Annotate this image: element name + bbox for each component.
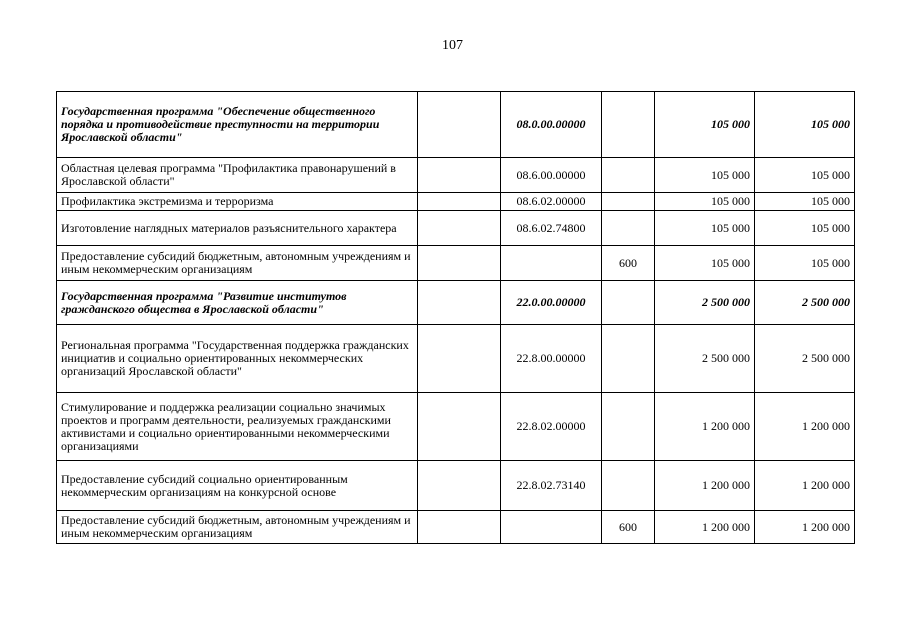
row-blank-cell — [418, 393, 501, 461]
row-expense-type-cell — [602, 92, 655, 158]
row-name-cell: Предоставление субсидий бюджетным, автономным учреждениям и иным некоммерческим организациям — [57, 246, 418, 281]
row-sum2-cell: 105 000 — [755, 158, 855, 193]
row-sum2-cell: 105 000 — [755, 211, 855, 246]
page-number: 107 — [442, 38, 463, 53]
table-row — [57, 92, 855, 158]
table-row — [57, 211, 855, 246]
row-sum2-cell: 105 000 — [755, 193, 855, 211]
row-expense-type-cell: 600 — [602, 511, 655, 544]
row-name-cell: Предоставление субсидий бюджетным, автономным учреждениям и иным некоммерческим организациям — [57, 511, 418, 544]
row-blank-cell — [418, 158, 501, 193]
row-blank-cell — [418, 211, 501, 246]
row-name-cell: Изготовление наглядных материалов разъяснительного характера — [57, 211, 418, 246]
row-expense-type-cell — [602, 158, 655, 193]
row-name-cell: Государственная программа "Развитие институтов гражданского общества в Ярославской области" — [57, 281, 418, 325]
row-sum1-cell: 1 200 000 — [655, 461, 755, 511]
table-row — [57, 511, 855, 544]
row-sum1-cell: 105 000 — [655, 211, 755, 246]
row-code-cell: 22.8.02.73140 — [501, 461, 602, 511]
row-blank-cell — [418, 193, 501, 211]
row-expense-type-cell — [602, 281, 655, 325]
row-code-cell — [501, 511, 602, 544]
row-sum1-cell: 105 000 — [655, 193, 755, 211]
row-sum2-cell: 1 200 000 — [755, 511, 855, 544]
row-sum1-cell: 1 200 000 — [655, 511, 755, 544]
budget-table-body — [57, 92, 855, 544]
row-expense-type-cell — [602, 461, 655, 511]
row-code-cell: 08.6.02.00000 — [501, 193, 602, 211]
row-blank-cell — [418, 511, 501, 544]
row-name-cell: Предоставление субсидий социально ориентированным некоммерческим организациям на конкурсной основе — [57, 461, 418, 511]
row-sum1-cell: 2 500 000 — [655, 325, 755, 393]
row-code-cell: 08.6.00.00000 — [501, 158, 602, 193]
row-expense-type-cell — [602, 393, 655, 461]
row-sum2-cell: 1 200 000 — [755, 461, 855, 511]
row-expense-type-cell — [602, 211, 655, 246]
table-row — [57, 246, 855, 281]
row-blank-cell — [418, 92, 501, 158]
row-sum2-cell: 2 500 000 — [755, 325, 855, 393]
row-sum1-cell: 105 000 — [655, 246, 755, 281]
row-blank-cell — [418, 461, 501, 511]
table-row — [57, 281, 855, 325]
row-expense-type-cell — [602, 193, 655, 211]
row-blank-cell — [418, 246, 501, 281]
row-code-cell: 22.0.00.00000 — [501, 281, 602, 325]
table-row — [57, 325, 855, 393]
row-sum2-cell: 2 500 000 — [755, 281, 855, 325]
row-sum1-cell: 105 000 — [655, 158, 755, 193]
row-code-cell: 22.8.02.00000 — [501, 393, 602, 461]
row-sum2-cell: 1 200 000 — [755, 393, 855, 461]
row-name-cell: Профилактика экстремизма и терроризма — [57, 193, 418, 211]
table-row — [57, 461, 855, 511]
row-sum1-cell: 105 000 — [655, 92, 755, 158]
table-row — [57, 158, 855, 193]
row-name-cell: Областная целевая программа "Профилактика правонарушений в Ярославской области" — [57, 158, 418, 193]
row-sum2-cell: 105 000 — [755, 246, 855, 281]
row-code-cell: 08.6.02.74800 — [501, 211, 602, 246]
row-code-cell: 08.0.00.00000 — [501, 92, 602, 158]
row-blank-cell — [418, 281, 501, 325]
row-blank-cell — [418, 325, 501, 393]
row-expense-type-cell — [602, 325, 655, 393]
row-sum2-cell: 105 000 — [755, 92, 855, 158]
row-sum1-cell: 1 200 000 — [655, 393, 755, 461]
table-row — [57, 393, 855, 461]
row-name-cell: Региональная программа "Государственная поддержка гражданских инициатив и социально ориентированных некоммерческих организаций Ярославской области" — [57, 325, 418, 393]
row-code-cell: 22.8.00.00000 — [501, 325, 602, 393]
row-sum1-cell: 2 500 000 — [655, 281, 755, 325]
row-code-cell — [501, 246, 602, 281]
table-row — [57, 193, 855, 211]
row-name-cell: Государственная программа "Обеспечение общественного порядка и противодействие преступности на территории Ярославской области" — [57, 92, 418, 158]
row-name-cell: Стимулирование и поддержка реализации социально значимых проектов и программ деятельности, реализуемых гражданскими активистами и социально ориентированными некоммерческими организациями — [57, 393, 418, 461]
row-expense-type-cell: 600 — [602, 246, 655, 281]
budget-table — [56, 91, 855, 544]
